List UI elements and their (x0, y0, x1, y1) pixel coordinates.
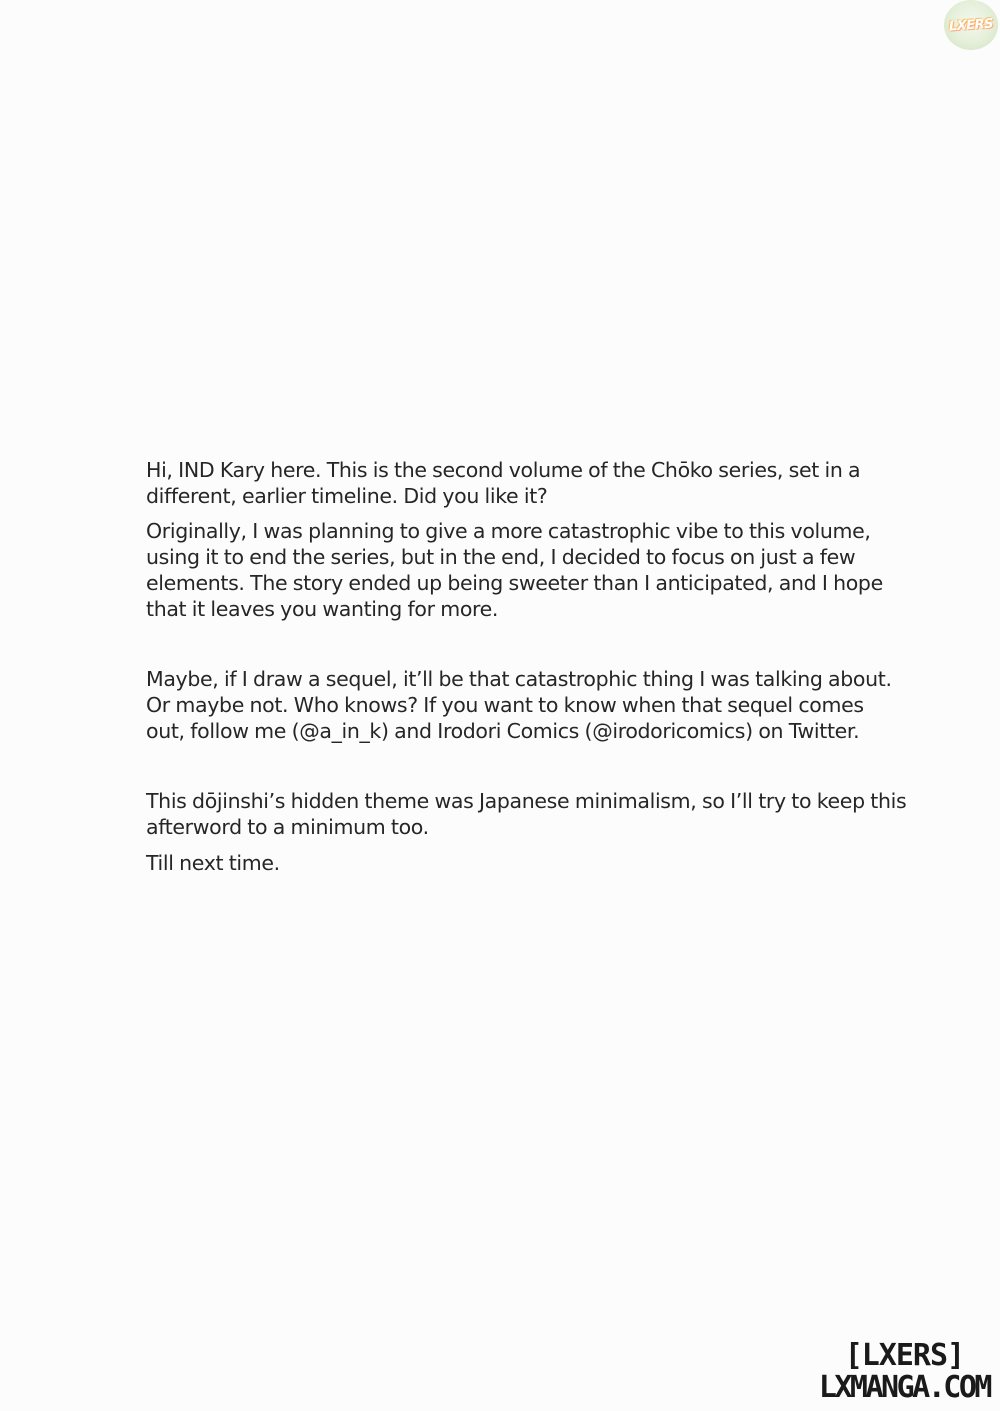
lxers-logo-badge (944, 0, 998, 50)
text-line: out, follow me (@a_in_k) and Irodori Comics (@irodoricomics) on Twitter. (146, 718, 860, 743)
text-line: Originally, I was planning to give a more catastrophic vibe to this volume, (146, 519, 871, 544)
text-line: Hi, IND Kary here. This is the second volume of the Chōko series, set in a (146, 458, 861, 482)
text-line: This dōjinshi’s hidden theme was Japanese minimalism, so I’ll try to keep this (146, 789, 907, 814)
text-line: that it leaves you wanting for more. (146, 596, 499, 621)
watermark-url: LXMANGA.COM (818, 1370, 990, 1405)
text-line: afterword to a minimum too. (146, 815, 429, 840)
text-line: Or maybe not. Who knows? If you want to know when that sequel comes (146, 692, 864, 717)
watermark-brand: [LXERS] (844, 1338, 965, 1373)
text-line: elements. The story ended up being sweeter than I anticipated, and I hope (146, 570, 883, 595)
site-watermark (818, 1338, 990, 1405)
lxers-logo-text: LXERS (948, 15, 994, 35)
text-line: different, earlier timeline. Did you like it? (146, 483, 548, 508)
afterword-paragraph-3 (146, 667, 892, 744)
text-line: using it to end the series, but in the end, I decided to focus on just a few (146, 545, 856, 570)
afterword-paragraph-1 (146, 458, 886, 509)
text-line: Till next time. (146, 850, 280, 875)
afterword-paragraph-4 (146, 789, 907, 840)
afterword-paragraph-2 (146, 519, 886, 622)
afterword-paragraph-5 (146, 851, 886, 877)
text-line: Maybe, if I draw a sequel, it’ll be that catastrophic thing I was talking about. (146, 667, 892, 692)
afterword-text (146, 458, 907, 876)
